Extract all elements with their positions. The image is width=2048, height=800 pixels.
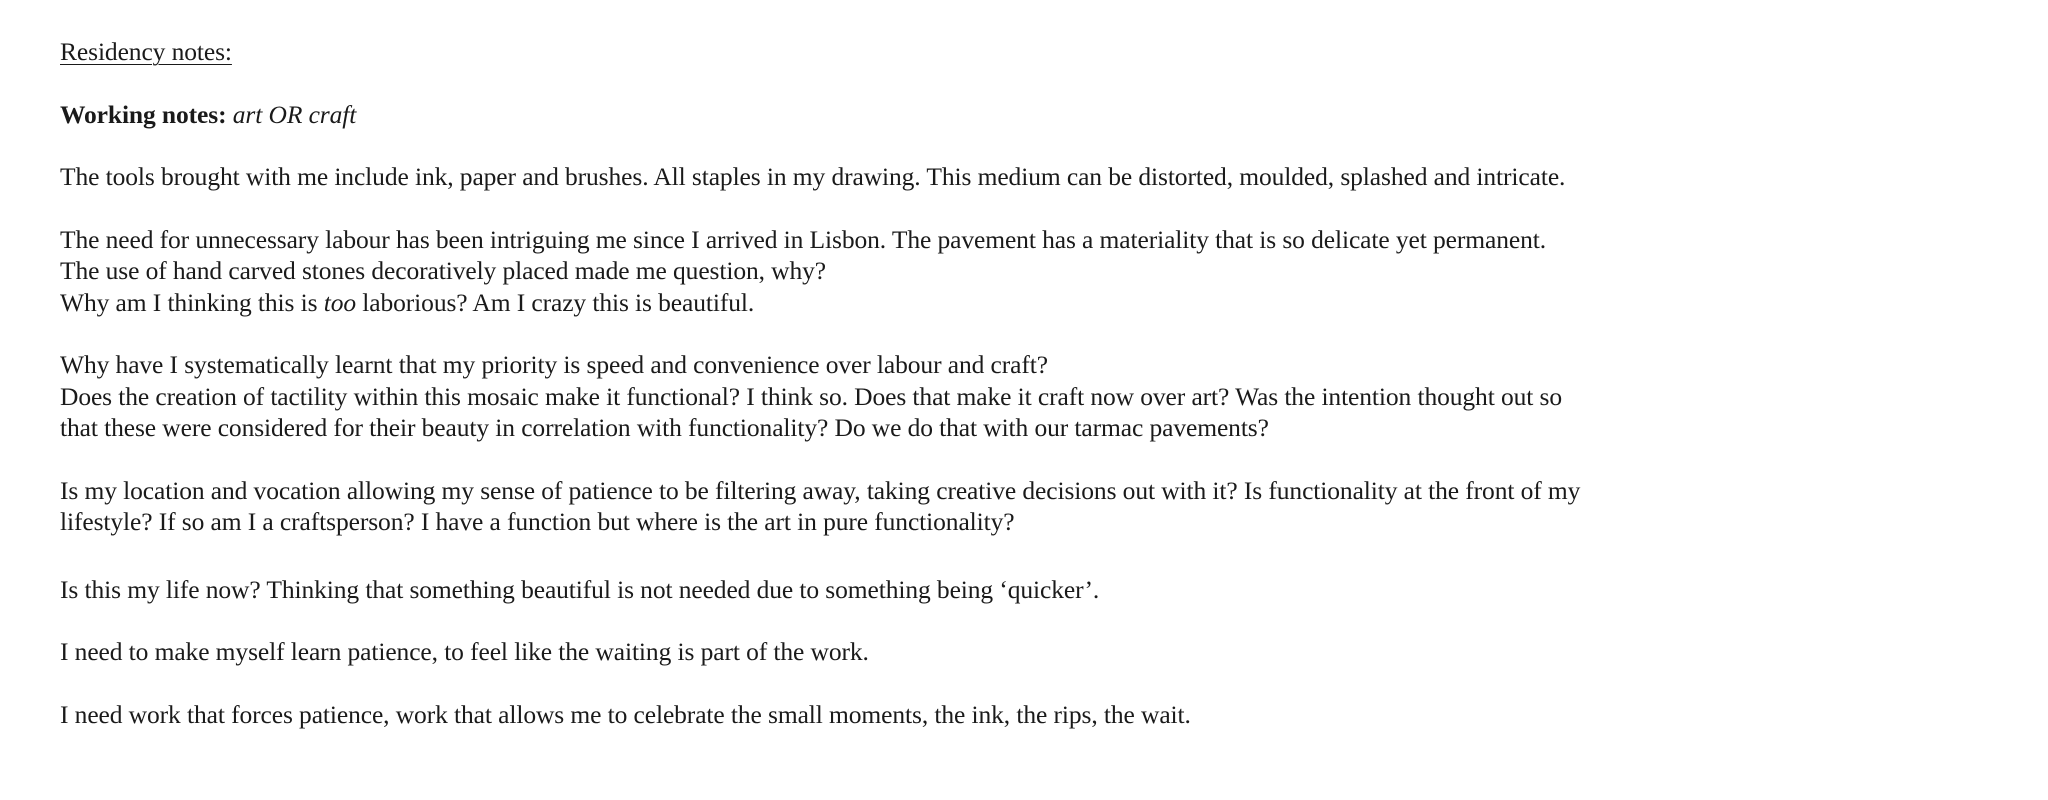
paragraph-line: The use of hand carved stones decoratively placed made me question, why? — [60, 256, 827, 285]
paragraph-location — [60, 475, 1760, 538]
italic-emphasis: too — [323, 287, 357, 317]
paragraph-line: Is this my life now? Thinking that something beautiful is not needed due to something being ‘quicker’. — [60, 574, 1100, 604]
paragraph-line: The need for unnecessary labour has been intriguing me since I arrived in Lisbon. The pavement has a materiality that is so delicate yet permanent. — [60, 224, 1546, 254]
paragraph-line: Is my location and vocation allowing my sense of patience to be filtering away, taking creative decisions out with it? Is functionality at the front of my — [60, 475, 1581, 505]
paragraph-line-mixed — [60, 287, 1760, 319]
paragraph-work — [60, 699, 1760, 731]
working-notes-heading — [60, 99, 1760, 131]
paragraph-line: lifestyle? If so am I a craftsperson? I have a function but where is the art in pure functionality? — [60, 507, 1015, 536]
working-notes-subtitle: art OR craft — [232, 99, 357, 129]
text-run: laborious? Am I crazy this is beautiful. — [356, 287, 755, 317]
paragraph-line: The tools brought with me include ink, paper and brushes. All staples in my drawing. This medium can be distorted, moulded, splashed and intricate. — [60, 162, 1566, 191]
paragraph-line: I need to make myself learn patience, to feel like the waiting is part of the work. — [60, 637, 869, 666]
paragraph-speed — [60, 349, 1760, 444]
paragraph-tools — [60, 161, 1760, 193]
paragraph-line: that these were considered for their beauty in correlation with functionality? Do we do that with our tarmac pavements? — [60, 413, 1269, 442]
text-run: Why am I thinking this is — [60, 287, 324, 317]
page-heading: Residency notes: — [60, 37, 232, 66]
paragraph-labour — [60, 224, 1760, 319]
paragraph-line: Why have I systematically learnt that my priority is speed and convenience over labour and craft? — [60, 350, 1048, 379]
paragraph-line: I need work that forces patience, work that allows me to celebrate the small moments, the ink, the rips, the wait. — [60, 699, 1191, 729]
document-page — [60, 36, 1760, 761]
paragraph-patience — [60, 636, 1760, 668]
paragraph-life — [60, 574, 1760, 606]
working-notes-label: Working notes: — [60, 99, 227, 129]
paragraph-line: Does the creation of tactility within this mosaic make it functional? I think so. Does that make it craft now over art? Was the intention thought out so — [60, 381, 1563, 411]
